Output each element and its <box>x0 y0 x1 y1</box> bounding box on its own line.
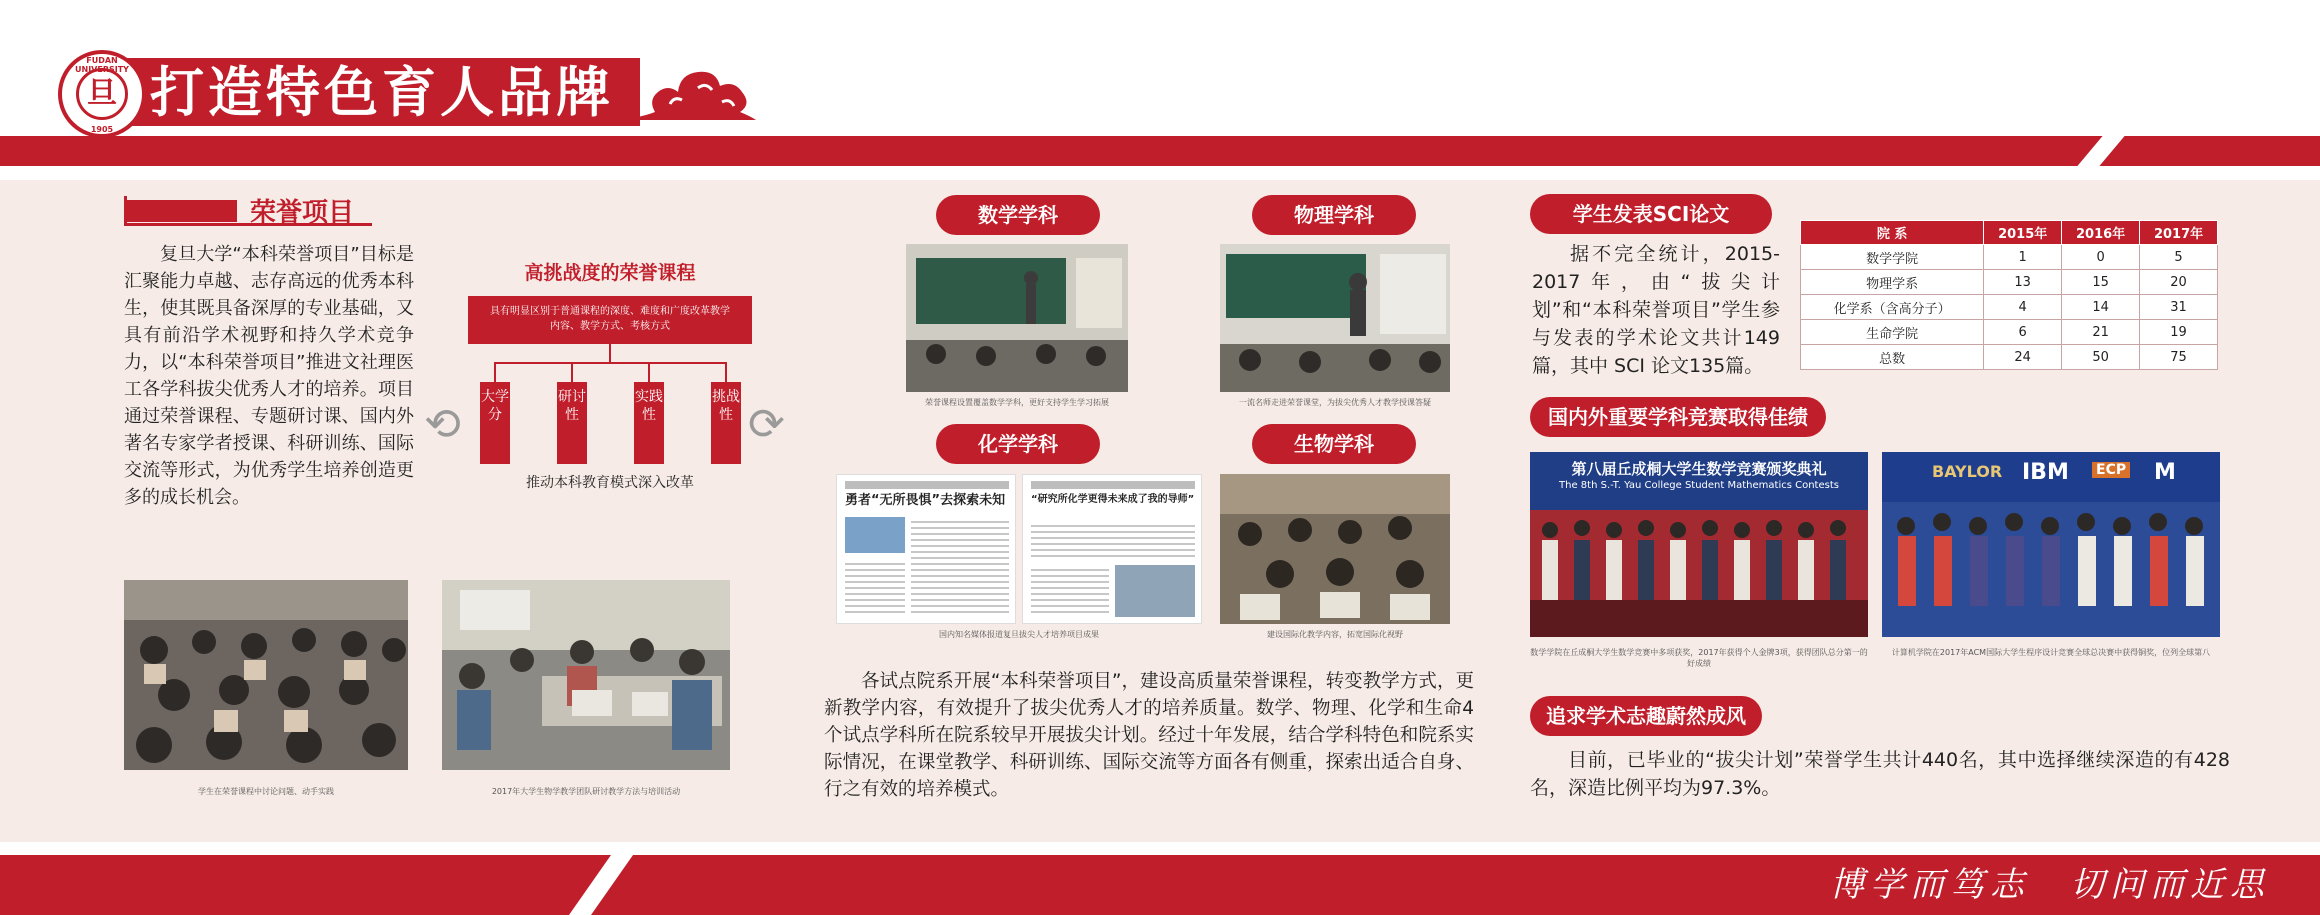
photo-caption: 国内知名媒体报道复旦拔尖人才培养项目成果 <box>939 630 1099 639</box>
auspicious-cloud-icon <box>610 52 760 127</box>
table-cell: 数学学院 <box>1801 245 1984 270</box>
chemistry-subject-label: 化学学科 <box>936 424 1100 464</box>
sponsor-logo: IBM <box>2022 460 2069 485</box>
logo-ring-text: FUDAN UNIVERSITY <box>75 56 129 74</box>
competition-label: 国内外重要学科竞赛取得佳绩 <box>1530 397 1826 437</box>
classroom-photo <box>124 580 408 770</box>
diagram-column: 研讨性 <box>557 382 587 464</box>
table-cell: 总数 <box>1801 345 1984 370</box>
clipping-headline: “研究所化学更得未来成了我的导师” <box>1031 494 1195 505</box>
sci-description: 据不完全统计，2015-2017年，由“拔尖计划”和“本科荣誉项目”学生参与发表的学术论文共计149篇，其中 SCI 论文135篇。 <box>1532 243 1780 377</box>
logo-year: 1905 <box>90 125 114 134</box>
diagram-connector <box>648 362 650 382</box>
diagram-connector <box>609 344 611 362</box>
news-clipping <box>1022 474 1202 624</box>
seminar-photo <box>442 580 730 770</box>
biology-class-photo <box>1220 474 1450 624</box>
diagram-title: 高挑战度的荣誉课程 <box>524 262 696 284</box>
table-cell: 15 <box>2062 270 2140 295</box>
cycle-arrow-right-icon: ⟳ <box>748 399 785 450</box>
math-subject-label: 数学学科 <box>936 195 1100 235</box>
diagram-connector <box>494 362 726 364</box>
table-cell: 0 <box>2062 245 2140 270</box>
photo-caption: 计算机学院在2017年ACM国际大学生程序设计竞赛全球总决赛中获得铜奖，位列全球第八 <box>1891 648 2211 657</box>
photo-caption: 荣誉课程设置覆盖数学学科，更好支持学生学习拓展 <box>925 398 1109 407</box>
diagram-connector <box>571 362 573 382</box>
diagram-column: 挑战性 <box>711 382 741 464</box>
table-cell: 5 <box>2140 245 2218 270</box>
diagram-column: 大学分 <box>480 382 510 464</box>
table-cell: 24 <box>1984 345 2062 370</box>
table-cell: 生命学院 <box>1801 320 1984 345</box>
header-band <box>0 136 2320 166</box>
table-header: 2015年 <box>1984 221 2062 245</box>
diagram-caption: 推动本科教育模式深入改革 <box>526 475 694 491</box>
diagram-column: 实践性 <box>634 382 664 464</box>
table-cell: 13 <box>1984 270 2062 295</box>
diagram-connector <box>494 362 496 382</box>
physics-subject-label: 物理学科 <box>1252 195 1416 235</box>
clipping-headline: 勇者“无所畏惧”去探索未知 <box>845 493 1006 508</box>
table-header: 2017年 <box>2140 221 2218 245</box>
acm-contest-photo <box>1882 452 2220 637</box>
table-cell: 75 <box>2140 345 2218 370</box>
sponsor-logo: BAYLOR <box>1932 462 2003 481</box>
table-cell: 50 <box>2062 345 2140 370</box>
table-row <box>1801 270 2218 295</box>
logo-emblem: 旦 <box>76 68 128 120</box>
table-cell: 物理学系 <box>1801 270 1984 295</box>
table-cell: 31 <box>2140 295 2218 320</box>
table-header: 2016年 <box>2062 221 2140 245</box>
table-row <box>1801 295 2218 320</box>
university-logo <box>58 50 146 138</box>
diagram-connector <box>725 362 727 382</box>
university-motto: 博学而笃志 切问而近思 <box>1830 865 2270 905</box>
page-title: 打造特色育人品牌 <box>150 60 614 124</box>
news-clipping <box>836 474 1016 624</box>
math-contest-photo <box>1530 452 1868 637</box>
biology-subject-label: 生物学科 <box>1252 424 1416 464</box>
table-cell: 1 <box>1984 245 2062 270</box>
honor-title: 荣誉项目 <box>250 198 355 228</box>
table-cell: 6 <box>1984 320 2062 345</box>
table-cell: 14 <box>2062 295 2140 320</box>
pursuit-label: 追求学术志趣蔚然成风 <box>1530 696 1762 736</box>
sponsor-logo: ECP <box>2092 462 2130 478</box>
math-class-photo <box>906 244 1128 392</box>
table-header: 院 系 <box>1801 221 1984 245</box>
physics-class-photo <box>1220 244 1450 392</box>
table-cell: 化学系（含高分子） <box>1801 295 1984 320</box>
contest-banner-subtitle: The 8th S.-T. Yau College Student Mathematics Contests <box>1559 480 1839 491</box>
table-cell: 20 <box>2140 270 2218 295</box>
table-cell: 19 <box>2140 320 2218 345</box>
photo-caption: 一流名师走进荣誉课堂，为拔尖优秀人才教学授课答疑 <box>1239 398 1431 407</box>
table-header-row <box>1801 221 2218 245</box>
cycle-arrow-left-icon: ⟲ <box>424 399 461 450</box>
diagram-box: 具有明显区别于普通课程的深度、难度和广度改革教学内容、教学方式、考核方式 <box>468 296 752 344</box>
contest-banner-title: 第八届丘成桐大学生数学竞赛颁奖典礼 <box>1571 460 1827 478</box>
photo-caption: 数学学院在丘成桐大学生数学竞赛中多项获奖，2017年获得个人金牌3项，获得团队总分第一的好成绩 <box>1530 648 1868 668</box>
sponsor-logo: M <box>2154 460 2176 485</box>
pursuit-description: 目前，已毕业的“拔尖计划”荣誉学生共计440名，其中选择继续深造的有428名，深造比例平均为97.3%。 <box>1530 749 2230 799</box>
table-row <box>1801 345 2218 370</box>
subjects-description: 各试点院系开展“本科荣誉项目”，建设高质量荣誉课程，转变教学方式，更新教学内容，有效提升了拔尖优秀人才的培养质量。数学、物理、化学和生命4个试点学科所在院系较早开展拔尖计划。经过十年发展，结合学科特色和院系实际情况，在课堂教学、科研训练、国际交流等方面各有侧重，探索出适合自身、行之有效的培养模式。 <box>824 671 1474 800</box>
table-cell: 21 <box>2062 320 2140 345</box>
photo-caption: 2017年大学生物学教学团队研讨教学方法与培训活动 <box>491 787 681 796</box>
sci-label: 学生发表SCI论文 <box>1530 194 1772 234</box>
photo-caption: 学生在荣誉课程中讨论问题、动手实践 <box>198 787 334 796</box>
table-row <box>1801 320 2218 345</box>
sci-papers-table <box>1800 220 2218 370</box>
table-row <box>1801 245 2218 270</box>
table-cell: 4 <box>1984 295 2062 320</box>
photo-caption: 建设国际化教学内容，拓宽国际化视野 <box>1267 630 1403 639</box>
honor-description: 复旦大学“本科荣誉项目”目标是汇聚能力卓越、志存高远的优秀本科生，使其既具备深厚的专业基础，又具有前沿学术视野和持久学术竞争力，以“本科荣誉项目”推进文社理医工各学科拔尖优秀人才的培养。项目通过荣誉课程、专题研讨课、国内外著名专家学者授课、科研训练、国际交流等形式，为优秀学生培养创造更多的成长机会。 <box>124 244 414 508</box>
